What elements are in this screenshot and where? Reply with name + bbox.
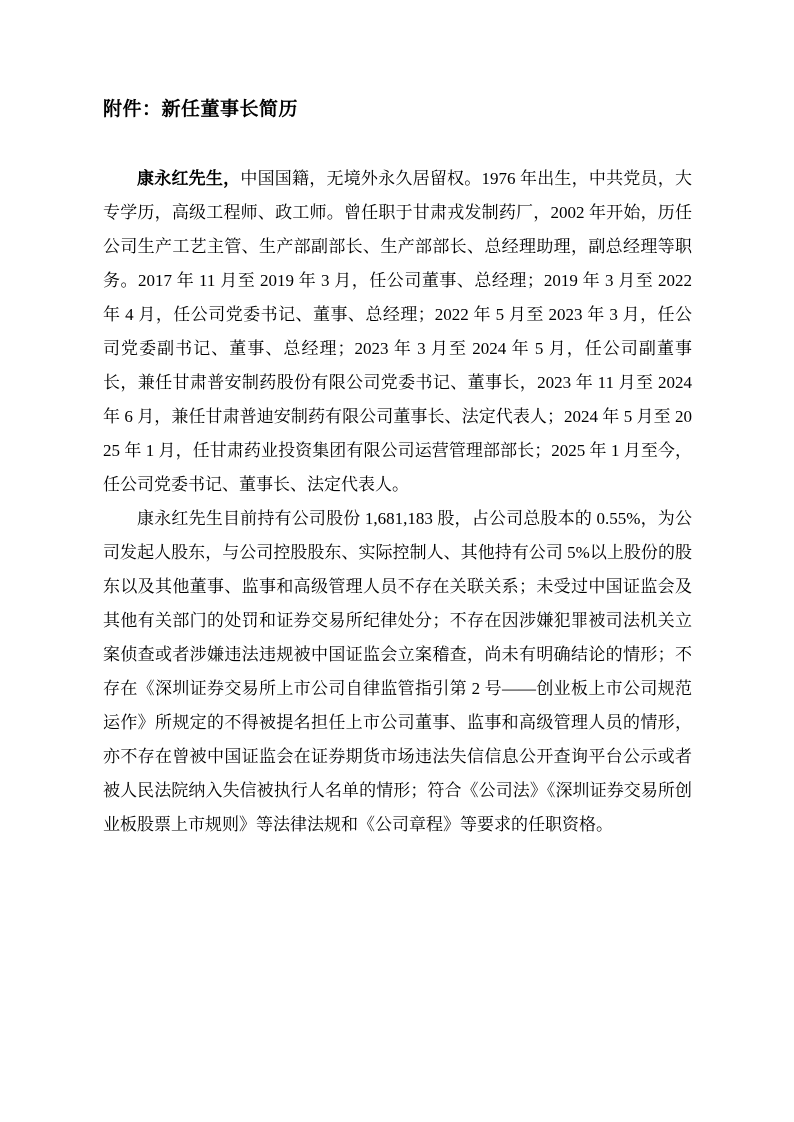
document-title: 附件：新任董事长简历: [103, 99, 299, 120]
shareholding-qualification-paragraph: 康永红先生目前持有公司股份 1,681,183 股，占公司总股本的 0.55%，为公司发起人股东，与公司控股股东、实际控制人、其他持有公司 5%以上股份的股东以及其他董事、监事和高级管理人员不存在关联关系；未受过中国证监会及其他有关部门的处罚和证券交易所纪律处分；不存在因涉嫌犯罪被司法机关立案侦查或者涉嫌违法违规被中国证监会立案稽查，尚未有明确结论的情形；不存在《深圳证券交易所上市公司自律监管指引第 2 号——创业板上市公司规范运作》所规定的不得被提名担任上市公司董事、监事和高级管理人员的情形，亦不存在曾被中国证监会在证券期货市场违法失信信息公开查询平台公示或者被人民法院纳入失信被执行人名单的情形；符合《公司法》《深圳证券交易所创业板股票上市规则》等法律法规和《公司章程》等要求的任职资格。: [103, 509, 692, 834]
biography-paragraph: [103, 162, 692, 502]
biography-text: 中国国籍，无境外永久居留权。1976 年出生，中共党员，大专学历，高级工程师、政工师。曾任职于甘肃戎发制药厂，2002 年开始，历任公司生产工艺主管、生产部副部长、生产部部长、总经理助理，副总经理等职务。2017 年 11 月至 2019 年 3 月，任公司董事、总经理；2019 年 3 月至 2022 年 4 月，任公司党委书记、董事、总经理；2022 年 5 月至 2023 年 3 月，任公司党委副书记、董事、总经理；2023 年 3 月至 2024 年 5 月，任公司副董事长，兼任甘肃普安制药股份有限公司党委书记、董事长，2023 年 11 月至 2024 年 6 月，兼任甘肃普迪安制药有限公司董事长、法定代表人；2024 年 5 月至 2025 年 1 月，任甘肃药业投资集团有限公司运营管理部部长；2025 年 1 月至今，任公司党委书记、董事长、法定代表人。: [103, 169, 693, 494]
person-name-lead: 康永红先生，: [137, 169, 241, 188]
